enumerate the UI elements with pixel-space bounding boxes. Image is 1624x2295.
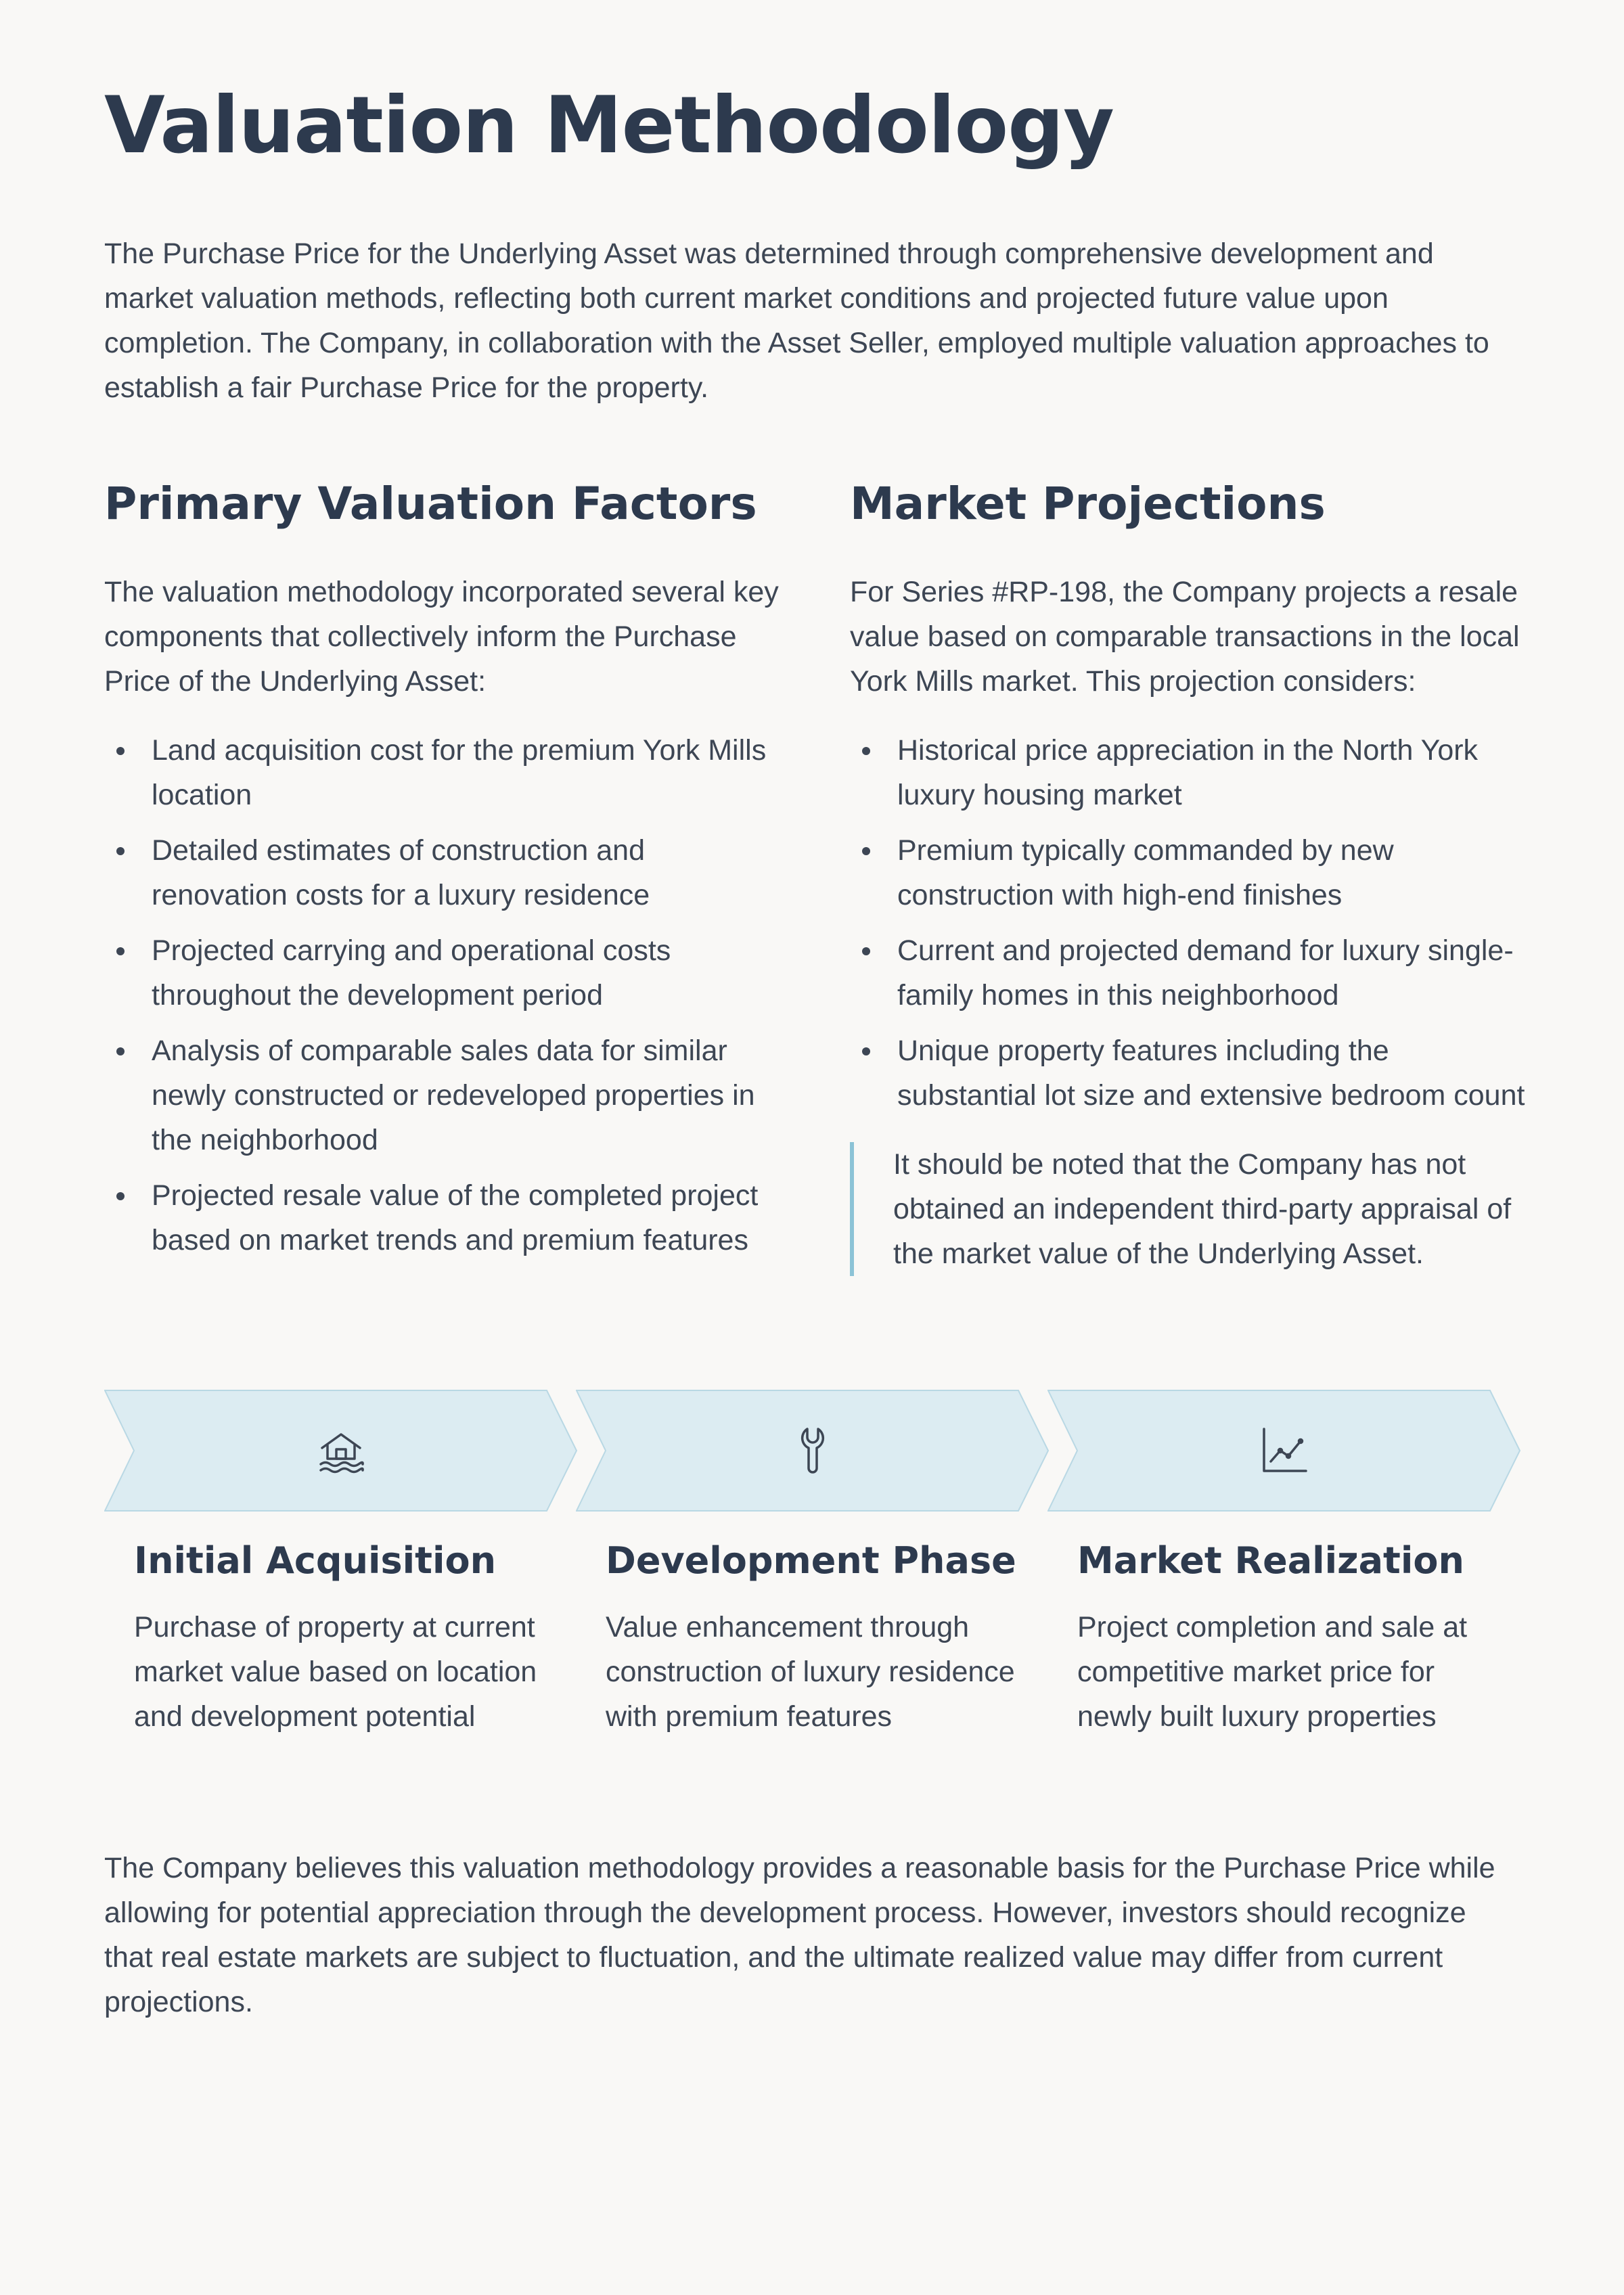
list-item: Land acquisition cost for the premium York Mills location — [152, 728, 788, 817]
list-item: Analysis of comparable sales data for similar newly constructed or redeveloped properties in the neighborhood — [152, 1028, 788, 1162]
list-item: Unique property features including the substantial lot size and extensive bedroom count — [897, 1028, 1527, 1118]
step-acquisition — [134, 1537, 567, 1739]
market-projections-heading: Market Projections — [850, 478, 1326, 530]
step-realization — [1077, 1537, 1510, 1739]
primary-factors-lead: The valuation methodology incorporated several key components that collectively inform the Purchase Price of the Underlying Asset: — [104, 576, 779, 698]
step-development — [606, 1537, 1039, 1739]
market-projections-section — [850, 474, 1527, 1276]
intro-paragraph: The Purchase Price for the Underlying Asset was determined through comprehensive development and market valuation methods, reflecting both current market conditions and projected future value upon completion. The Company, in collaboration with the Asset Seller, employed multiple valuation approaches to establish a fair Purchase Price for the property. — [104, 237, 1489, 404]
list-item: Projected carrying and operational costs throughout the development period — [152, 928, 788, 1018]
step-description: Project completion and sale at competitive market price for newly built luxury properties — [1077, 1611, 1468, 1733]
step-chevron-development — [576, 1390, 1050, 1512]
page-title: Valuation Methodology — [104, 80, 1114, 171]
primary-factors-section — [104, 474, 788, 1273]
market-projections-list — [850, 728, 1527, 1118]
list-item: Historical price appreciation in the North York luxury housing market — [897, 728, 1527, 817]
chart-line-icon — [1259, 1425, 1310, 1476]
house-icon — [315, 1425, 367, 1476]
step-chevron-acquisition — [104, 1390, 578, 1512]
primary-factors-heading: Primary Valuation Factors — [104, 478, 757, 530]
wrench-icon — [787, 1425, 838, 1476]
primary-factors-list — [104, 728, 788, 1263]
process-steps — [104, 1390, 1520, 1512]
list-item: Detailed estimates of construction and renovation costs for a luxury residence — [152, 828, 788, 917]
appraisal-note: It should be noted that the Company has not obtained an independent third-party appraisal of the market value of the Underlying Asset. — [850, 1142, 1527, 1276]
step-chevron-realization — [1047, 1390, 1521, 1512]
step-description: Purchase of property at current market value based on location and development potential — [134, 1611, 537, 1733]
step-title: Development Phase — [606, 1539, 1016, 1582]
market-projections-lead: For Series #RP-198, the Company projects a resale value based on comparable transactions in the local York Mills market. This projection considers: — [850, 576, 1520, 698]
step-description: Value enhancement through construction of luxury residence with premium features — [606, 1611, 1015, 1733]
list-item: Current and projected demand for luxury single-family homes in this neighborhood — [897, 928, 1527, 1018]
closing-paragraph: The Company believes this valuation methodology provides a reasonable basis for the Purchase Price while allowing for potential appreciation through the development process. However, investors should recognize that real estate markets are subject to fluctuation, and the ultimate realized value may differ from current projections. — [104, 1852, 1495, 2018]
list-item: Premium typically commanded by new construction with high-end finishes — [897, 828, 1527, 917]
step-title: Initial Acquisition — [134, 1539, 497, 1582]
list-item: Projected resale value of the completed project based on market trends and premium features — [152, 1173, 788, 1263]
step-title: Market Realization — [1077, 1539, 1464, 1582]
